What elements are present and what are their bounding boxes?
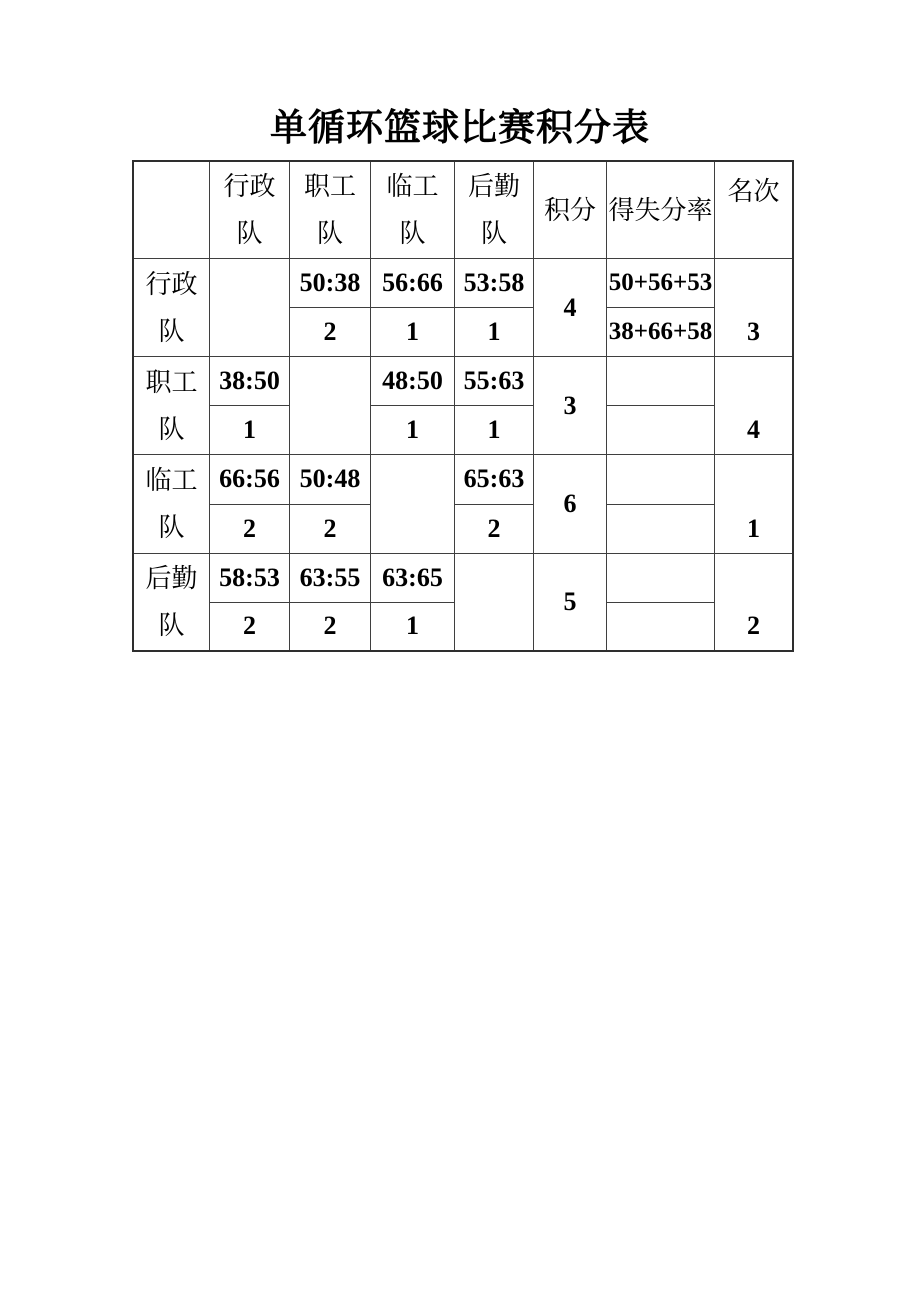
- rank-cell: [715, 357, 792, 455]
- team-name-line2: 队: [158, 414, 185, 444]
- header-team-houqin: [455, 162, 534, 259]
- match-points: 1: [371, 307, 454, 356]
- header-team-line1: 临工: [386, 172, 439, 201]
- match-score: 53:58: [463, 268, 525, 297]
- ratio-cell: [607, 554, 715, 650]
- header-team-xingzheng: [210, 162, 290, 259]
- match-cell-self: [455, 554, 534, 650]
- match-cell: [210, 357, 290, 455]
- ratio-against: [607, 602, 714, 651]
- team-name-line1: 后勤: [145, 564, 198, 593]
- header-team-zhigong: [290, 162, 371, 259]
- header-points: 积分: [534, 162, 607, 259]
- match-cell: [371, 554, 455, 650]
- ratio-against: [607, 405, 714, 454]
- points-cell: 3: [534, 357, 607, 455]
- match-cell: [455, 259, 534, 357]
- match-points: 2: [290, 307, 370, 356]
- header-team-line1: 后勤: [467, 172, 520, 201]
- match-points: 1: [371, 602, 454, 651]
- header-ratio: 得失分率: [607, 162, 715, 259]
- row-team-zhigong: [134, 357, 210, 455]
- page-title: 单循环篮球比赛积分表: [270, 108, 650, 149]
- match-points: 2: [290, 602, 370, 651]
- header-corner-cell: [134, 162, 210, 259]
- ratio-for: [607, 554, 714, 602]
- match-points: 2: [210, 504, 289, 554]
- header-team-line2: 队: [480, 219, 507, 248]
- match-score: 50:38: [299, 268, 361, 297]
- rank-cell: [715, 259, 792, 357]
- match-cell: [210, 455, 290, 554]
- header-team-line2: 队: [399, 219, 426, 248]
- match-cell-self: [371, 455, 455, 554]
- match-score: 63:65: [382, 562, 443, 592]
- team-name-line1: 行政: [145, 269, 198, 299]
- rank-cell: [715, 455, 792, 554]
- match-score: 48:50: [382, 366, 443, 395]
- match-points: 1: [371, 405, 454, 454]
- ratio-for: [607, 357, 714, 405]
- match-cell: [371, 259, 455, 357]
- ratio-cell: [607, 455, 715, 554]
- match-score: 38:50: [219, 366, 280, 395]
- match-points: 1: [455, 307, 533, 356]
- match-points: 2: [210, 602, 289, 651]
- match-cell: [210, 554, 290, 650]
- score-table: [132, 160, 794, 652]
- header-team-line2: 队: [316, 219, 343, 248]
- match-score: 55:63: [463, 366, 525, 395]
- match-cell: [290, 554, 371, 650]
- points-cell: 6: [534, 455, 607, 554]
- ratio-against: 38+66+58: [607, 307, 714, 356]
- rank-value: 2: [747, 611, 760, 640]
- team-name-line2: 队: [158, 316, 185, 346]
- ratio-cell: [607, 357, 715, 455]
- ratio-cell: [607, 259, 715, 357]
- team-name-line2: 队: [158, 513, 185, 542]
- team-name-line1: 临工: [145, 466, 198, 495]
- match-score: 63:55: [299, 562, 361, 592]
- ratio-for: 50+56+53: [608, 269, 713, 296]
- match-score: 66:56: [219, 464, 280, 494]
- match-points: 2: [290, 504, 370, 554]
- rank-cell: [715, 554, 792, 650]
- row-team-xingzheng: [134, 259, 210, 357]
- match-score: 58:53: [219, 562, 280, 592]
- header-team-line1: 职工: [303, 172, 356, 201]
- team-name-line1: 职工: [145, 367, 198, 397]
- match-score: 50:48: [299, 464, 361, 494]
- match-cell: [455, 357, 534, 455]
- row-team-houqin: [134, 554, 210, 650]
- header-team-line1: 行政: [223, 172, 276, 201]
- match-cell-self: [210, 259, 290, 357]
- header-team-lingong: [371, 162, 455, 259]
- match-cell: [290, 455, 371, 554]
- rank-value: 1: [747, 513, 760, 543]
- header-team-line2: 队: [236, 219, 263, 248]
- rank-value: 3: [747, 316, 760, 346]
- ratio-against: [607, 504, 714, 554]
- ratio-for: [607, 455, 714, 504]
- match-cell: [371, 357, 455, 455]
- points-cell: 4: [534, 259, 607, 357]
- match-cell-self: [290, 357, 371, 455]
- match-points: 1: [210, 405, 289, 454]
- match-points: 2: [455, 504, 533, 554]
- header-rank: 名次: [715, 162, 792, 259]
- points-cell: 5: [534, 554, 607, 650]
- match-cell: [290, 259, 371, 357]
- match-points: 1: [455, 405, 533, 454]
- match-cell: [455, 455, 534, 554]
- match-score: 56:66: [382, 268, 443, 297]
- rank-value: 4: [747, 414, 760, 444]
- match-score: 65:63: [463, 464, 525, 494]
- team-name-line2: 队: [158, 611, 185, 640]
- row-team-lingong: [134, 455, 210, 554]
